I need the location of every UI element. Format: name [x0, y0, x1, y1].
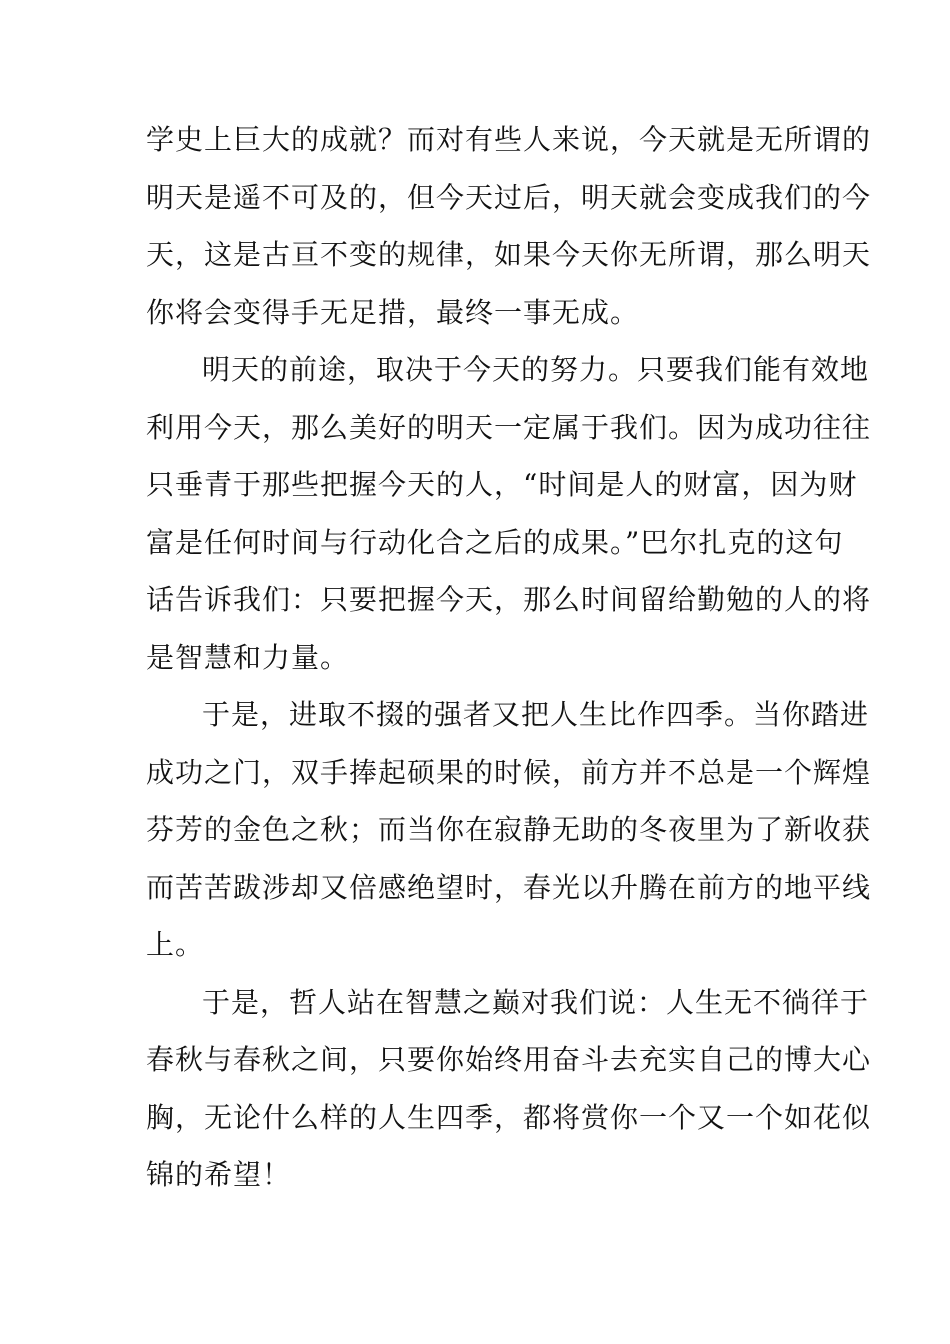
text-line: 学史上巨大的成就？而对有些人来说，今天就是无所谓的 [146, 123, 872, 156]
paragraph-first-line: 于是，哲人站在智慧之巅对我们说：人生无不徜徉于 [202, 985, 870, 1019]
text-line: 锦的希望！ [146, 1158, 292, 1191]
text-line: 天，这是古亘不变的规律，如果今天你无所谓，那么明天 [146, 238, 872, 271]
text-line: 芬芳的金色之秋；而当你在寂静无助的冬夜里为了新收获 [146, 813, 872, 846]
paragraph-first-line: 于是，进取不掇的强者又把人生比作四季。当你踏进 [202, 698, 870, 731]
text-line: 是智慧和力量。 [146, 640, 350, 674]
text-line: 话告诉我们：只要把握今天，那么时间留给勤勉的人的将 [146, 583, 872, 616]
text-line: 只垂青于那些把握今天的人，“时间是人的财富，因为财 [146, 468, 858, 501]
paragraph-first-line: 明天的前途，取决于今天的努力。只要我们能有效地 [202, 353, 870, 386]
text-line: 上。 [146, 928, 205, 961]
text-line: 明天是遥不可及的，但今天过后，明天就会变成我们的今 [146, 180, 872, 214]
text-line: 胸，无论什么样的人生四季，都将赏你一个又一个如花似 [146, 1100, 872, 1134]
text-line: 富是任何时间与行动化合之后的成果。”巴尔扎克的这句 [146, 525, 844, 559]
text-line: 而苦苦跋涉却又倍感绝望时，春光以升腾在前方的地平线 [146, 870, 872, 904]
text-line: 春秋与春秋之间，只要你始终用奋斗去充实自己的博大心 [146, 1043, 872, 1076]
text-line: 利用今天，那么美好的明天一定属于我们。因为成功往往 [146, 410, 872, 444]
text-line: 成功之门，双手捧起硕果的时候，前方并不总是一个辉煌 [146, 755, 872, 789]
body-text [146, 111, 872, 1204]
text-line: 你将会变得手无足措，最终一事无成。 [146, 295, 640, 329]
